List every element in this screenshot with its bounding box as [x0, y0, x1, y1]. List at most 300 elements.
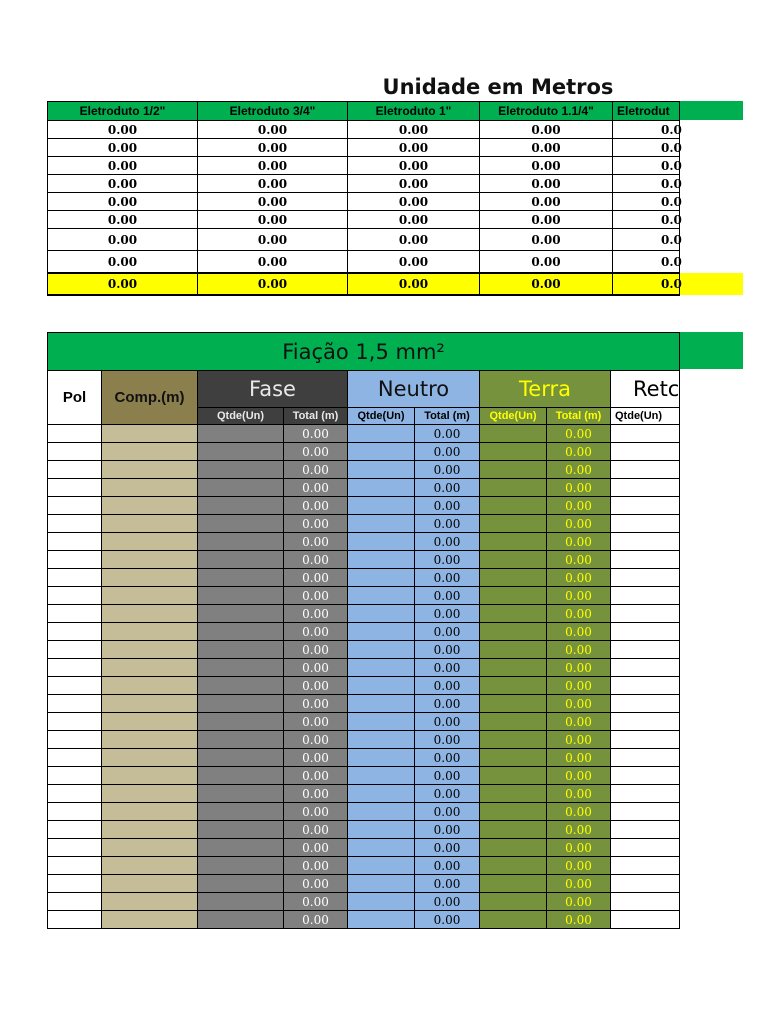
pol-cell[interactable] [48, 785, 102, 803]
fase-total-cell[interactable]: 0.00 [284, 479, 348, 497]
neutro-total-cell[interactable]: 0.00 [415, 677, 480, 695]
eletroduto-cell[interactable]: 0.00 [348, 121, 480, 139]
comp-cell[interactable] [102, 821, 198, 839]
terra-qtde-cell[interactable] [480, 659, 547, 677]
terra-total-cell[interactable]: 0.00 [547, 731, 611, 749]
fase-qtde-cell[interactable] [198, 695, 284, 713]
eletroduto-cell[interactable]: 0.00 [480, 251, 613, 274]
fase-total-cell[interactable]: 0.00 [284, 875, 348, 893]
eletroduto-header-cell[interactable]: Eletroduto 1/2" [48, 102, 198, 121]
neutro-total-cell[interactable]: 0.00 [415, 821, 480, 839]
terra-qtde-cell[interactable] [480, 677, 547, 695]
fase-qtde-cell[interactable] [198, 893, 284, 911]
retorno-qtde-cell[interactable] [611, 479, 680, 497]
neutro-total-cell[interactable]: 0.00 [415, 425, 480, 443]
terra-qtde-cell[interactable] [480, 425, 547, 443]
terra-total-cell[interactable]: 0.00 [547, 443, 611, 461]
eletroduto-cell[interactable]: 0.00 [48, 139, 198, 157]
neutro-qtde-cell[interactable] [348, 677, 415, 695]
terra-qtde-cell[interactable] [480, 461, 547, 479]
pol-cell[interactable] [48, 425, 102, 443]
neutro-qtde-cell[interactable] [348, 605, 415, 623]
comp-cell[interactable] [102, 893, 198, 911]
retorno-qtde-cell[interactable] [611, 785, 680, 803]
comp-cell[interactable] [102, 551, 198, 569]
terra-total-cell[interactable]: 0.00 [547, 623, 611, 641]
retorno-qtde-cell[interactable] [611, 677, 680, 695]
fase-qtde-cell[interactable] [198, 623, 284, 641]
eletroduto-cell[interactable]: 0.0 [613, 121, 680, 139]
terra-qtde-cell[interactable] [480, 479, 547, 497]
terra-total-cell[interactable]: 0.00 [547, 479, 611, 497]
neutro-qtde-cell[interactable] [348, 587, 415, 605]
eletroduto-total-cell[interactable]: 0.00 [480, 273, 613, 295]
eletroduto-cell[interactable]: 0.0 [613, 139, 680, 157]
terra-qtde-cell[interactable] [480, 821, 547, 839]
neutro-total-cell[interactable]: 0.00 [415, 461, 480, 479]
fase-total-header[interactable]: Total (m) [284, 408, 348, 425]
pol-header[interactable]: Pol [48, 371, 102, 425]
neutro-total-cell[interactable]: 0.00 [415, 875, 480, 893]
eletroduto-cell[interactable]: 0.00 [348, 229, 480, 251]
terra-qtde-cell[interactable] [480, 911, 547, 929]
comp-cell[interactable] [102, 425, 198, 443]
pol-cell[interactable] [48, 479, 102, 497]
retorno-qtde-cell[interactable] [611, 911, 680, 929]
terra-qtde-cell[interactable] [480, 893, 547, 911]
comp-cell[interactable] [102, 749, 198, 767]
terra-total-cell[interactable]: 0.00 [547, 515, 611, 533]
fase-qtde-cell[interactable] [198, 443, 284, 461]
fase-total-cell[interactable]: 0.00 [284, 551, 348, 569]
fase-total-cell[interactable]: 0.00 [284, 425, 348, 443]
fase-qtde-cell[interactable] [198, 731, 284, 749]
eletroduto-total-cell[interactable]: 0.00 [198, 273, 348, 295]
retorno-qtde-cell[interactable] [611, 749, 680, 767]
fase-total-cell[interactable]: 0.00 [284, 641, 348, 659]
terra-qtde-cell[interactable] [480, 641, 547, 659]
retorno-qtde-cell[interactable] [611, 803, 680, 821]
neutro-qtde-cell[interactable] [348, 749, 415, 767]
eletroduto-total-cell[interactable]: 0.00 [348, 273, 480, 295]
terra-total-cell[interactable]: 0.00 [547, 767, 611, 785]
neutro-qtde-cell[interactable] [348, 479, 415, 497]
neutro-total-cell[interactable]: 0.00 [415, 443, 480, 461]
neutro-qtde-cell[interactable] [348, 551, 415, 569]
terra-total-cell[interactable]: 0.00 [547, 587, 611, 605]
comp-cell[interactable] [102, 479, 198, 497]
neutro-qtde-cell[interactable] [348, 533, 415, 551]
pol-cell[interactable] [48, 713, 102, 731]
comp-cell[interactable] [102, 533, 198, 551]
fase-total-cell[interactable]: 0.00 [284, 569, 348, 587]
eletroduto-header-cell[interactable]: Eletroduto 1" [348, 102, 480, 121]
terra-total-cell[interactable]: 0.00 [547, 425, 611, 443]
fase-qtde-cell[interactable] [198, 425, 284, 443]
fase-total-cell[interactable]: 0.00 [284, 497, 348, 515]
fase-qtde-cell[interactable] [198, 479, 284, 497]
retorno-qtde-cell[interactable] [611, 587, 680, 605]
terra-qtde-cell[interactable] [480, 497, 547, 515]
retorno-qtde-cell[interactable] [611, 875, 680, 893]
comp-cell[interactable] [102, 803, 198, 821]
eletroduto-cell[interactable]: 0.0 [613, 211, 680, 229]
comp-cell[interactable] [102, 497, 198, 515]
fase-qtde-cell[interactable] [198, 551, 284, 569]
retorno-qtde-cell[interactable] [611, 767, 680, 785]
terra-qtde-cell[interactable] [480, 803, 547, 821]
pol-cell[interactable] [48, 857, 102, 875]
eletroduto-cell[interactable]: 0.00 [480, 157, 613, 175]
neutro-qtde-cell[interactable] [348, 731, 415, 749]
terra-total-cell[interactable]: 0.00 [547, 893, 611, 911]
neutro-total-cell[interactable]: 0.00 [415, 749, 480, 767]
neutro-qtde-cell[interactable] [348, 875, 415, 893]
comp-cell[interactable] [102, 659, 198, 677]
terra-total-cell[interactable]: 0.00 [547, 569, 611, 587]
terra-total-cell[interactable]: 0.00 [547, 785, 611, 803]
neutro-total-cell[interactable]: 0.00 [415, 695, 480, 713]
neutro-total-cell[interactable]: 0.00 [415, 803, 480, 821]
retorno-qtde-cell[interactable] [611, 695, 680, 713]
neutro-qtde-cell[interactable] [348, 821, 415, 839]
terra-total-cell[interactable]: 0.00 [547, 911, 611, 929]
terra-total-cell[interactable]: 0.00 [547, 677, 611, 695]
comp-cell[interactable] [102, 605, 198, 623]
fase-header[interactable]: Fase [198, 371, 348, 408]
neutro-qtde-cell[interactable] [348, 443, 415, 461]
fase-total-cell[interactable]: 0.00 [284, 821, 348, 839]
fase-qtde-cell[interactable] [198, 515, 284, 533]
fase-total-cell[interactable]: 0.00 [284, 893, 348, 911]
terra-total-cell[interactable]: 0.00 [547, 551, 611, 569]
comp-cell[interactable] [102, 641, 198, 659]
eletroduto-cell[interactable]: 0.00 [198, 211, 348, 229]
neutro-total-cell[interactable]: 0.00 [415, 605, 480, 623]
neutro-total-cell[interactable]: 0.00 [415, 551, 480, 569]
eletroduto-cell[interactable]: 0.00 [480, 139, 613, 157]
pol-cell[interactable] [48, 443, 102, 461]
eletroduto-cell[interactable]: 0.00 [198, 121, 348, 139]
neutro-qtde-cell[interactable] [348, 461, 415, 479]
eletroduto-total-cell[interactable]: 0.00 [48, 273, 198, 295]
fase-qtde-header[interactable]: Qtde(Un) [198, 408, 284, 425]
neutro-total-cell[interactable]: 0.00 [415, 533, 480, 551]
comp-cell[interactable] [102, 569, 198, 587]
comp-cell[interactable] [102, 461, 198, 479]
retorno-qtde-header[interactable]: Qtde(Un) [611, 408, 680, 425]
fase-total-cell[interactable]: 0.00 [284, 659, 348, 677]
neutro-total-cell[interactable]: 0.00 [415, 767, 480, 785]
eletroduto-cell[interactable]: 0.00 [348, 251, 480, 274]
eletroduto-cell[interactable]: 0.00 [48, 211, 198, 229]
eletroduto-header-cell[interactable]: Eletrodut [613, 102, 680, 121]
terra-qtde-cell[interactable] [480, 857, 547, 875]
terra-qtde-cell[interactable] [480, 713, 547, 731]
fase-total-cell[interactable]: 0.00 [284, 623, 348, 641]
fase-qtde-cell[interactable] [198, 767, 284, 785]
neutro-total-cell[interactable]: 0.00 [415, 515, 480, 533]
fase-total-cell[interactable]: 0.00 [284, 857, 348, 875]
pol-cell[interactable] [48, 641, 102, 659]
pol-cell[interactable] [48, 623, 102, 641]
neutro-qtde-cell[interactable] [348, 497, 415, 515]
eletroduto-total-cell[interactable]: 0.0 [613, 273, 680, 295]
fase-total-cell[interactable]: 0.00 [284, 695, 348, 713]
pol-cell[interactable] [48, 677, 102, 695]
retorno-qtde-cell[interactable] [611, 461, 680, 479]
fase-total-cell[interactable]: 0.00 [284, 605, 348, 623]
terra-total-header[interactable]: Total (m) [547, 408, 611, 425]
eletroduto-cell[interactable]: 0.0 [613, 229, 680, 251]
pol-cell[interactable] [48, 695, 102, 713]
neutro-qtde-cell[interactable] [348, 767, 415, 785]
eletroduto-cell[interactable]: 0.00 [480, 229, 613, 251]
terra-total-cell[interactable]: 0.00 [547, 839, 611, 857]
eletroduto-cell[interactable]: 0.00 [348, 157, 480, 175]
eletroduto-cell[interactable]: 0.0 [613, 193, 680, 211]
neutro-qtde-cell[interactable] [348, 623, 415, 641]
retorno-qtde-cell[interactable] [611, 731, 680, 749]
fase-qtde-cell[interactable] [198, 803, 284, 821]
retorno-qtde-cell[interactable] [611, 821, 680, 839]
pol-cell[interactable] [48, 569, 102, 587]
comp-cell[interactable] [102, 839, 198, 857]
comp-header[interactable]: Comp.(m) [102, 371, 198, 425]
eletroduto-cell[interactable]: 0.0 [613, 251, 680, 274]
neutro-qtde-cell[interactable] [348, 911, 415, 929]
pol-cell[interactable] [48, 551, 102, 569]
eletroduto-cell[interactable]: 0.00 [348, 139, 480, 157]
terra-total-cell[interactable]: 0.00 [547, 641, 611, 659]
terra-qtde-cell[interactable] [480, 551, 547, 569]
pol-cell[interactable] [48, 821, 102, 839]
neutro-total-cell[interactable]: 0.00 [415, 839, 480, 857]
terra-qtde-cell[interactable] [480, 605, 547, 623]
fase-total-cell[interactable]: 0.00 [284, 713, 348, 731]
fase-total-cell[interactable]: 0.00 [284, 839, 348, 857]
terra-qtde-cell[interactable] [480, 533, 547, 551]
fase-qtde-cell[interactable] [198, 911, 284, 929]
terra-qtde-cell[interactable] [480, 731, 547, 749]
fase-total-cell[interactable]: 0.00 [284, 443, 348, 461]
neutro-total-cell[interactable]: 0.00 [415, 569, 480, 587]
pol-cell[interactable] [48, 875, 102, 893]
fase-qtde-cell[interactable] [198, 857, 284, 875]
fase-qtde-cell[interactable] [198, 497, 284, 515]
eletroduto-cell[interactable]: 0.00 [198, 193, 348, 211]
neutro-qtde-cell[interactable] [348, 785, 415, 803]
neutro-qtde-cell[interactable] [348, 641, 415, 659]
eletroduto-cell[interactable]: 0.00 [48, 175, 198, 193]
terra-total-cell[interactable]: 0.00 [547, 695, 611, 713]
fiacao-banner[interactable]: Fiação 1,5 mm² [48, 333, 680, 371]
comp-cell[interactable] [102, 623, 198, 641]
terra-total-cell[interactable]: 0.00 [547, 875, 611, 893]
neutro-total-cell[interactable]: 0.00 [415, 857, 480, 875]
neutro-qtde-cell[interactable] [348, 569, 415, 587]
retorno-qtde-cell[interactable] [611, 839, 680, 857]
eletroduto-cell[interactable]: 0.0 [613, 175, 680, 193]
terra-qtde-header[interactable]: Qtde(Un) [480, 408, 547, 425]
pol-cell[interactable] [48, 659, 102, 677]
fase-qtde-cell[interactable] [198, 677, 284, 695]
terra-qtde-cell[interactable] [480, 839, 547, 857]
fase-total-cell[interactable]: 0.00 [284, 767, 348, 785]
terra-qtde-cell[interactable] [480, 623, 547, 641]
fase-qtde-cell[interactable] [198, 587, 284, 605]
retorno-qtde-cell[interactable] [611, 515, 680, 533]
fase-total-cell[interactable]: 0.00 [284, 731, 348, 749]
comp-cell[interactable] [102, 857, 198, 875]
eletroduto-cell[interactable]: 0.0 [613, 157, 680, 175]
neutro-qtde-cell[interactable] [348, 695, 415, 713]
pol-cell[interactable] [48, 749, 102, 767]
fase-total-cell[interactable]: 0.00 [284, 533, 348, 551]
retorno-qtde-cell[interactable] [611, 623, 680, 641]
pol-cell[interactable] [48, 731, 102, 749]
fase-qtde-cell[interactable] [198, 659, 284, 677]
retorno-qtde-cell[interactable] [611, 425, 680, 443]
terra-total-cell[interactable]: 0.00 [547, 533, 611, 551]
pol-cell[interactable] [48, 497, 102, 515]
fase-qtde-cell[interactable] [198, 569, 284, 587]
retorno-qtde-cell[interactable] [611, 551, 680, 569]
neutro-total-cell[interactable]: 0.00 [415, 497, 480, 515]
eletroduto-cell[interactable]: 0.00 [480, 193, 613, 211]
eletroduto-cell[interactable]: 0.00 [198, 139, 348, 157]
neutro-total-cell[interactable]: 0.00 [415, 713, 480, 731]
terra-qtde-cell[interactable] [480, 515, 547, 533]
fase-total-cell[interactable]: 0.00 [284, 785, 348, 803]
pol-cell[interactable] [48, 533, 102, 551]
comp-cell[interactable] [102, 443, 198, 461]
terra-total-cell[interactable]: 0.00 [547, 605, 611, 623]
comp-cell[interactable] [102, 731, 198, 749]
eletroduto-cell[interactable]: 0.00 [48, 121, 198, 139]
neutro-total-cell[interactable]: 0.00 [415, 479, 480, 497]
eletroduto-cell[interactable]: 0.00 [198, 175, 348, 193]
eletroduto-cell[interactable]: 0.00 [48, 229, 198, 251]
retorno-header[interactable]: Retc [611, 371, 680, 408]
retorno-qtde-cell[interactable] [611, 443, 680, 461]
retorno-qtde-cell[interactable] [611, 641, 680, 659]
fase-qtde-cell[interactable] [198, 839, 284, 857]
terra-qtde-cell[interactable] [480, 785, 547, 803]
fase-qtde-cell[interactable] [198, 605, 284, 623]
terra-total-cell[interactable]: 0.00 [547, 659, 611, 677]
eletroduto-cell[interactable]: 0.00 [48, 251, 198, 274]
neutro-qtde-cell[interactable] [348, 713, 415, 731]
terra-total-cell[interactable]: 0.00 [547, 497, 611, 515]
neutro-qtde-cell[interactable] [348, 659, 415, 677]
comp-cell[interactable] [102, 785, 198, 803]
neutro-qtde-cell[interactable] [348, 857, 415, 875]
neutro-qtde-cell[interactable] [348, 515, 415, 533]
terra-total-cell[interactable]: 0.00 [547, 461, 611, 479]
fase-total-cell[interactable]: 0.00 [284, 911, 348, 929]
comp-cell[interactable] [102, 767, 198, 785]
retorno-qtde-cell[interactable] [611, 893, 680, 911]
pol-cell[interactable] [48, 839, 102, 857]
fase-qtde-cell[interactable] [198, 821, 284, 839]
pol-cell[interactable] [48, 911, 102, 929]
neutro-header[interactable]: Neutro [348, 371, 480, 408]
fase-total-cell[interactable]: 0.00 [284, 803, 348, 821]
pol-cell[interactable] [48, 893, 102, 911]
terra-qtde-cell[interactable] [480, 443, 547, 461]
pol-cell[interactable] [48, 605, 102, 623]
terra-total-cell[interactable]: 0.00 [547, 857, 611, 875]
fase-qtde-cell[interactable] [198, 875, 284, 893]
fase-qtde-cell[interactable] [198, 785, 284, 803]
neutro-total-cell[interactable]: 0.00 [415, 641, 480, 659]
terra-qtde-cell[interactable] [480, 587, 547, 605]
comp-cell[interactable] [102, 911, 198, 929]
fase-qtde-cell[interactable] [198, 533, 284, 551]
retorno-qtde-cell[interactable] [611, 659, 680, 677]
fase-qtde-cell[interactable] [198, 461, 284, 479]
fase-total-cell[interactable]: 0.00 [284, 749, 348, 767]
neutro-total-cell[interactable]: 0.00 [415, 785, 480, 803]
terra-total-cell[interactable]: 0.00 [547, 713, 611, 731]
neutro-qtde-header[interactable]: Qtde(Un) [348, 408, 415, 425]
eletroduto-cell[interactable]: 0.00 [480, 211, 613, 229]
neutro-total-header[interactable]: Total (m) [415, 408, 480, 425]
terra-qtde-cell[interactable] [480, 749, 547, 767]
fase-qtde-cell[interactable] [198, 713, 284, 731]
neutro-qtde-cell[interactable] [348, 425, 415, 443]
fase-qtde-cell[interactable] [198, 641, 284, 659]
pol-cell[interactable] [48, 767, 102, 785]
pol-cell[interactable] [48, 515, 102, 533]
neutro-total-cell[interactable]: 0.00 [415, 911, 480, 929]
eletroduto-cell[interactable]: 0.00 [48, 157, 198, 175]
terra-total-cell[interactable]: 0.00 [547, 749, 611, 767]
terra-total-cell[interactable]: 0.00 [547, 803, 611, 821]
comp-cell[interactable] [102, 587, 198, 605]
terra-qtde-cell[interactable] [480, 695, 547, 713]
retorno-qtde-cell[interactable] [611, 497, 680, 515]
eletroduto-header-cell[interactable]: Eletroduto 1.1/4" [480, 102, 613, 121]
comp-cell[interactable] [102, 695, 198, 713]
eletroduto-cell[interactable]: 0.00 [348, 175, 480, 193]
fase-total-cell[interactable]: 0.00 [284, 515, 348, 533]
pol-cell[interactable] [48, 461, 102, 479]
pol-cell[interactable] [48, 587, 102, 605]
retorno-qtde-cell[interactable] [611, 857, 680, 875]
neutro-total-cell[interactable]: 0.00 [415, 623, 480, 641]
eletroduto-cell[interactable]: 0.00 [198, 251, 348, 274]
retorno-qtde-cell[interactable] [611, 533, 680, 551]
fase-total-cell[interactable]: 0.00 [284, 587, 348, 605]
eletroduto-cell[interactable]: 0.00 [480, 175, 613, 193]
terra-qtde-cell[interactable] [480, 569, 547, 587]
neutro-total-cell[interactable]: 0.00 [415, 587, 480, 605]
neutro-qtde-cell[interactable] [348, 893, 415, 911]
eletroduto-cell[interactable]: 0.00 [198, 229, 348, 251]
retorno-qtde-cell[interactable] [611, 605, 680, 623]
pol-cell[interactable] [48, 803, 102, 821]
eletroduto-header-cell[interactable]: Eletroduto 3/4" [198, 102, 348, 121]
neutro-total-cell[interactable]: 0.00 [415, 893, 480, 911]
neutro-total-cell[interactable]: 0.00 [415, 731, 480, 749]
eletroduto-cell[interactable]: 0.00 [48, 193, 198, 211]
eletroduto-cell[interactable]: 0.00 [480, 121, 613, 139]
terra-header[interactable]: Terra [480, 371, 611, 408]
terra-total-cell[interactable]: 0.00 [547, 821, 611, 839]
eletroduto-cell[interactable]: 0.00 [198, 157, 348, 175]
